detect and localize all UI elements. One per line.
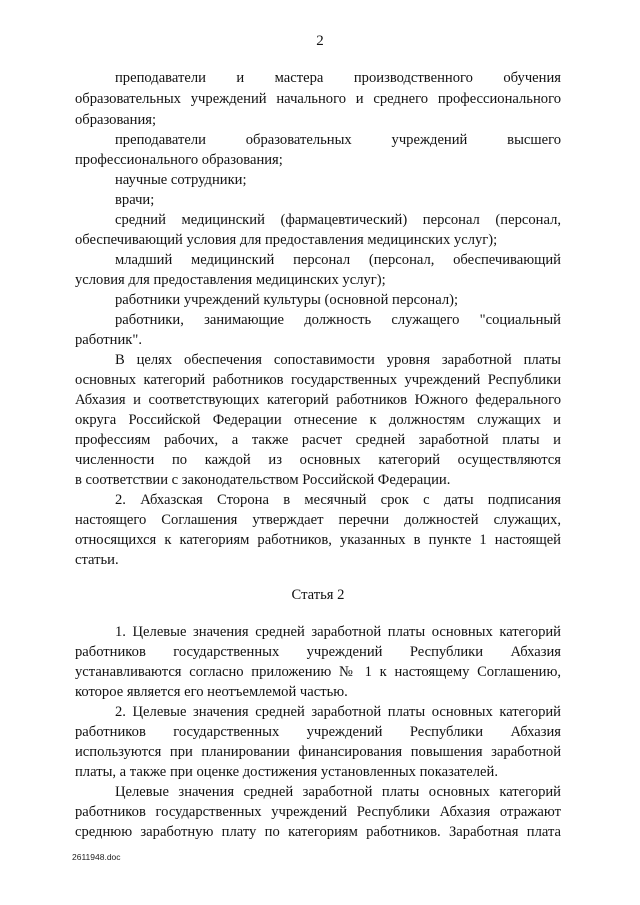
text-line: среднюю заработную плату по категориям работников. Заработная плата <box>75 824 561 840</box>
text-line: настоящего Соглашения утверждает перечни должностей служащих, <box>75 512 561 528</box>
text-line: работники учреждений культуры (основной персонал); <box>115 292 459 308</box>
text-line: округа Российской Федерации отнесение к должностям служащих и <box>75 412 561 428</box>
text-line: средний медицинский (фармацевтический) персонал (персонал, <box>115 212 561 228</box>
text-line: Целевые значения средней заработной платы основных категорий <box>115 784 561 800</box>
text-line: устанавливаются согласно приложению № 1 к настоящему Соглашению, <box>75 664 561 680</box>
text-line: преподаватели и мастера производственного обучения <box>115 70 561 86</box>
file-name-footer: 2611948.doc <box>72 852 121 862</box>
text-line: профессионального образования; <box>75 152 283 168</box>
text-line: которое является его неотъемлемой частью. <box>75 684 348 700</box>
text-line: Абхазия и соответствующих категорий работников Южного федерального <box>75 392 561 408</box>
text-line: младший медицинский персонал (персонал, обеспечивающий <box>115 252 561 268</box>
page-number: 2 <box>316 33 324 49</box>
text-line: профессиям рабочих, а также расчет средней заработной платы и <box>75 432 561 448</box>
text-line: условия для предоставления медицинских услуг); <box>75 272 386 288</box>
text-line: работников государственных учреждений Республики Абхазия <box>75 644 561 660</box>
text-line: работников государственных учреждений Республики Абхазия отражают <box>75 804 561 820</box>
text-line: численности по каждой из основных категорий осуществляются <box>75 452 561 468</box>
section-heading: Статья 2 <box>291 587 345 603</box>
text-line: основных категорий работников государственных учреждений Республики <box>75 372 561 388</box>
text-line: статьи. <box>75 552 119 568</box>
text-line: образовательных учреждений начального и среднего профессионального <box>75 91 561 107</box>
text-line: обеспечивающий условия для предоставления медицинских услуг); <box>75 232 498 248</box>
text-line: платы, а также при оценке достижения установленных показателей. <box>75 764 498 780</box>
text-line: 1. Целевые значения средней заработной платы основных категорий <box>115 624 561 640</box>
text-line: работники, занимающие должность служащего "социальный <box>115 312 561 328</box>
text-line: 2. Абхазская Сторона в месячный срок с даты подписания <box>115 492 561 508</box>
text-line: научные сотрудники; <box>115 172 247 188</box>
text-line: в соответствии с законодательством Российской Федерации. <box>75 472 451 488</box>
text-line: преподаватели образовательных учреждений высшего <box>115 132 561 148</box>
text-line: используются при планировании финансирования повышения заработной <box>75 744 561 760</box>
text-line: работник". <box>75 332 142 348</box>
text-line: относящихся к категориям работников, указанных в пункте 1 настоящей <box>75 532 561 548</box>
text-line: В целях обеспечения сопоставимости уровня заработной платы <box>115 352 561 368</box>
text-line: 2. Целевые значения средней заработной платы основных категорий <box>115 704 561 720</box>
text-line: врачи; <box>115 192 155 208</box>
text-line: образования; <box>75 112 157 128</box>
text-line: работников государственных учреждений Республики Абхазия <box>75 724 561 740</box>
